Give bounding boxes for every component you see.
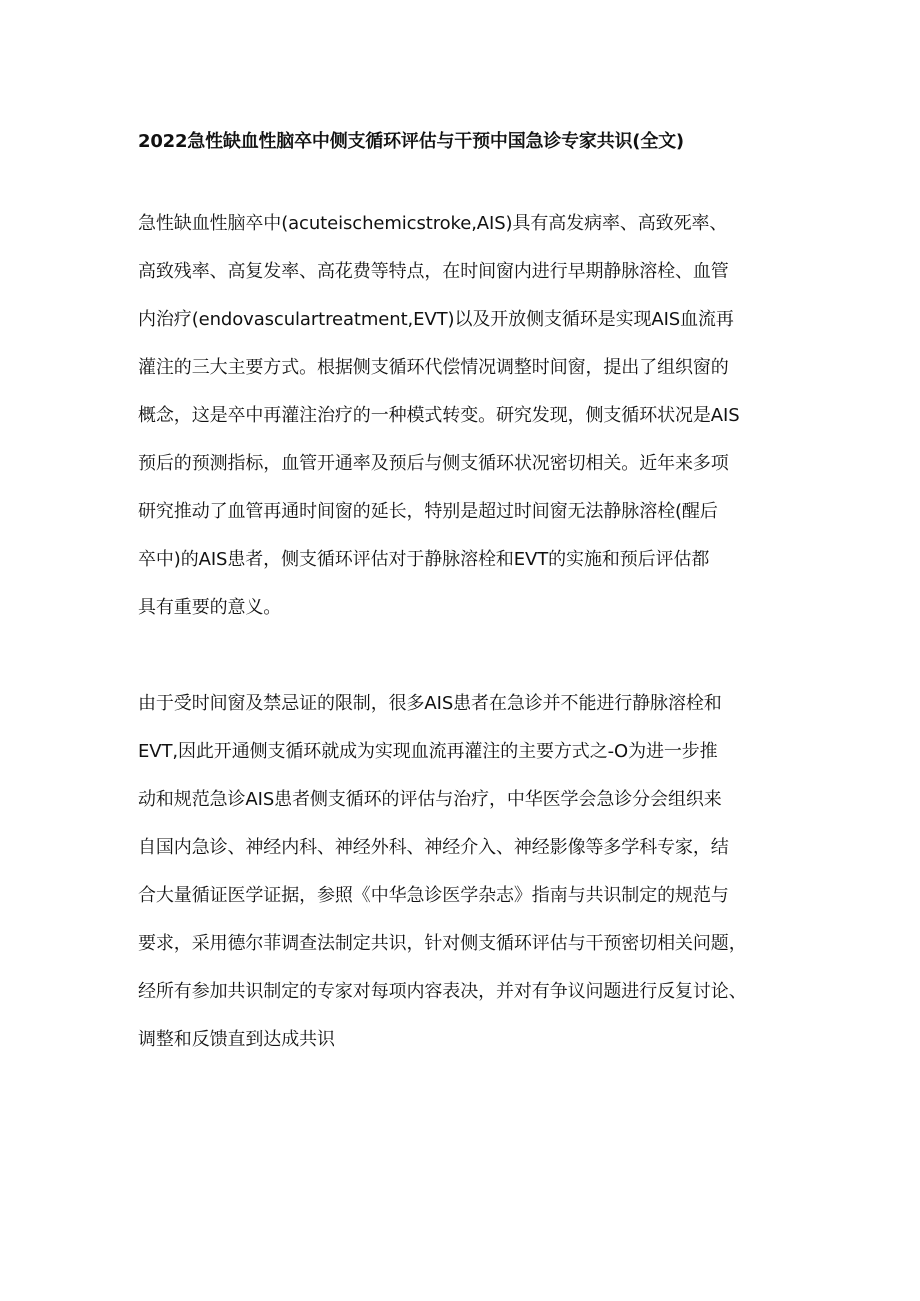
paragraph-line: 内治疗(endovasculartreatment,EVT)以及开放侧支循环是实现AIS血流再: [138, 309, 734, 330]
paragraph-line: 具有重要的意义。: [138, 597, 282, 618]
paragraph-line: 灌注的三大主要方式。根据侧支循环代偿情况调整时间窗，提出了组织窗的: [138, 357, 729, 378]
paragraph-line: 自国内急诊、神经内科、神经外科、神经介入、神经影像等多学科专家，结: [138, 837, 729, 858]
paragraph-line: 概念，这是卒中再灌注治疗的一种模式转变。研究发现，侧支循环状况是AIS: [138, 405, 740, 426]
paragraph-line: 调整和反馈直到达成共识: [138, 1029, 335, 1050]
paragraph-line: 研究推动了血管再通时间窗的延长，特别是超过时间窗无法静脉溶栓(醒后: [138, 501, 718, 522]
paragraph-1: [138, 204, 800, 636]
paragraph-line: 预后的预测指标，血管开通率及预后与侧支循环状况密切相关。近年来多项: [138, 453, 729, 474]
paragraph-line: 动和规范急诊AIS患者侧支循环的评估与治疗，中华医学会急诊分会组织来: [138, 789, 722, 810]
paragraph-line: 卒中)的AIS患者，侧支循环评估对于静脉溶栓和EVT的实施和预后评估都: [138, 549, 710, 570]
paragraph-line: EVT,因此开通侧支循环就成为实现血流再灌注的主要方式之-O为进一步推: [138, 741, 718, 762]
document-title: 2022急性缺血性脑卒中侧支循环评估与干预中国急诊专家共识(全文): [138, 131, 684, 152]
paragraph-line: 要求，采用德尔菲调查法制定共识，针对侧支循环评估与干预密切相关问题，: [138, 933, 747, 954]
paragraph-2: [138, 684, 800, 1068]
paragraph-line: 合大量循证医学证据，参照《中华急诊医学杂志》指南与共识制定的规范与: [138, 885, 729, 906]
paragraph-line: 经所有参加共识制定的专家对每项内容表决，并对有争议问题进行反复讨论、: [138, 981, 747, 1002]
paragraph-line: 高致残率、高复发率、高花费等特点，在时间窗内进行早期静脉溶栓、血管: [138, 261, 729, 282]
paragraph-line: 由于受时间窗及禁忌证的限制，很多AIS患者在急诊并不能进行静脉溶栓和: [138, 693, 722, 714]
paragraph-line: 急性缺血性脑卒中(acuteischemicstroke,AIS)具有高发病率、高致死率、: [138, 213, 728, 234]
